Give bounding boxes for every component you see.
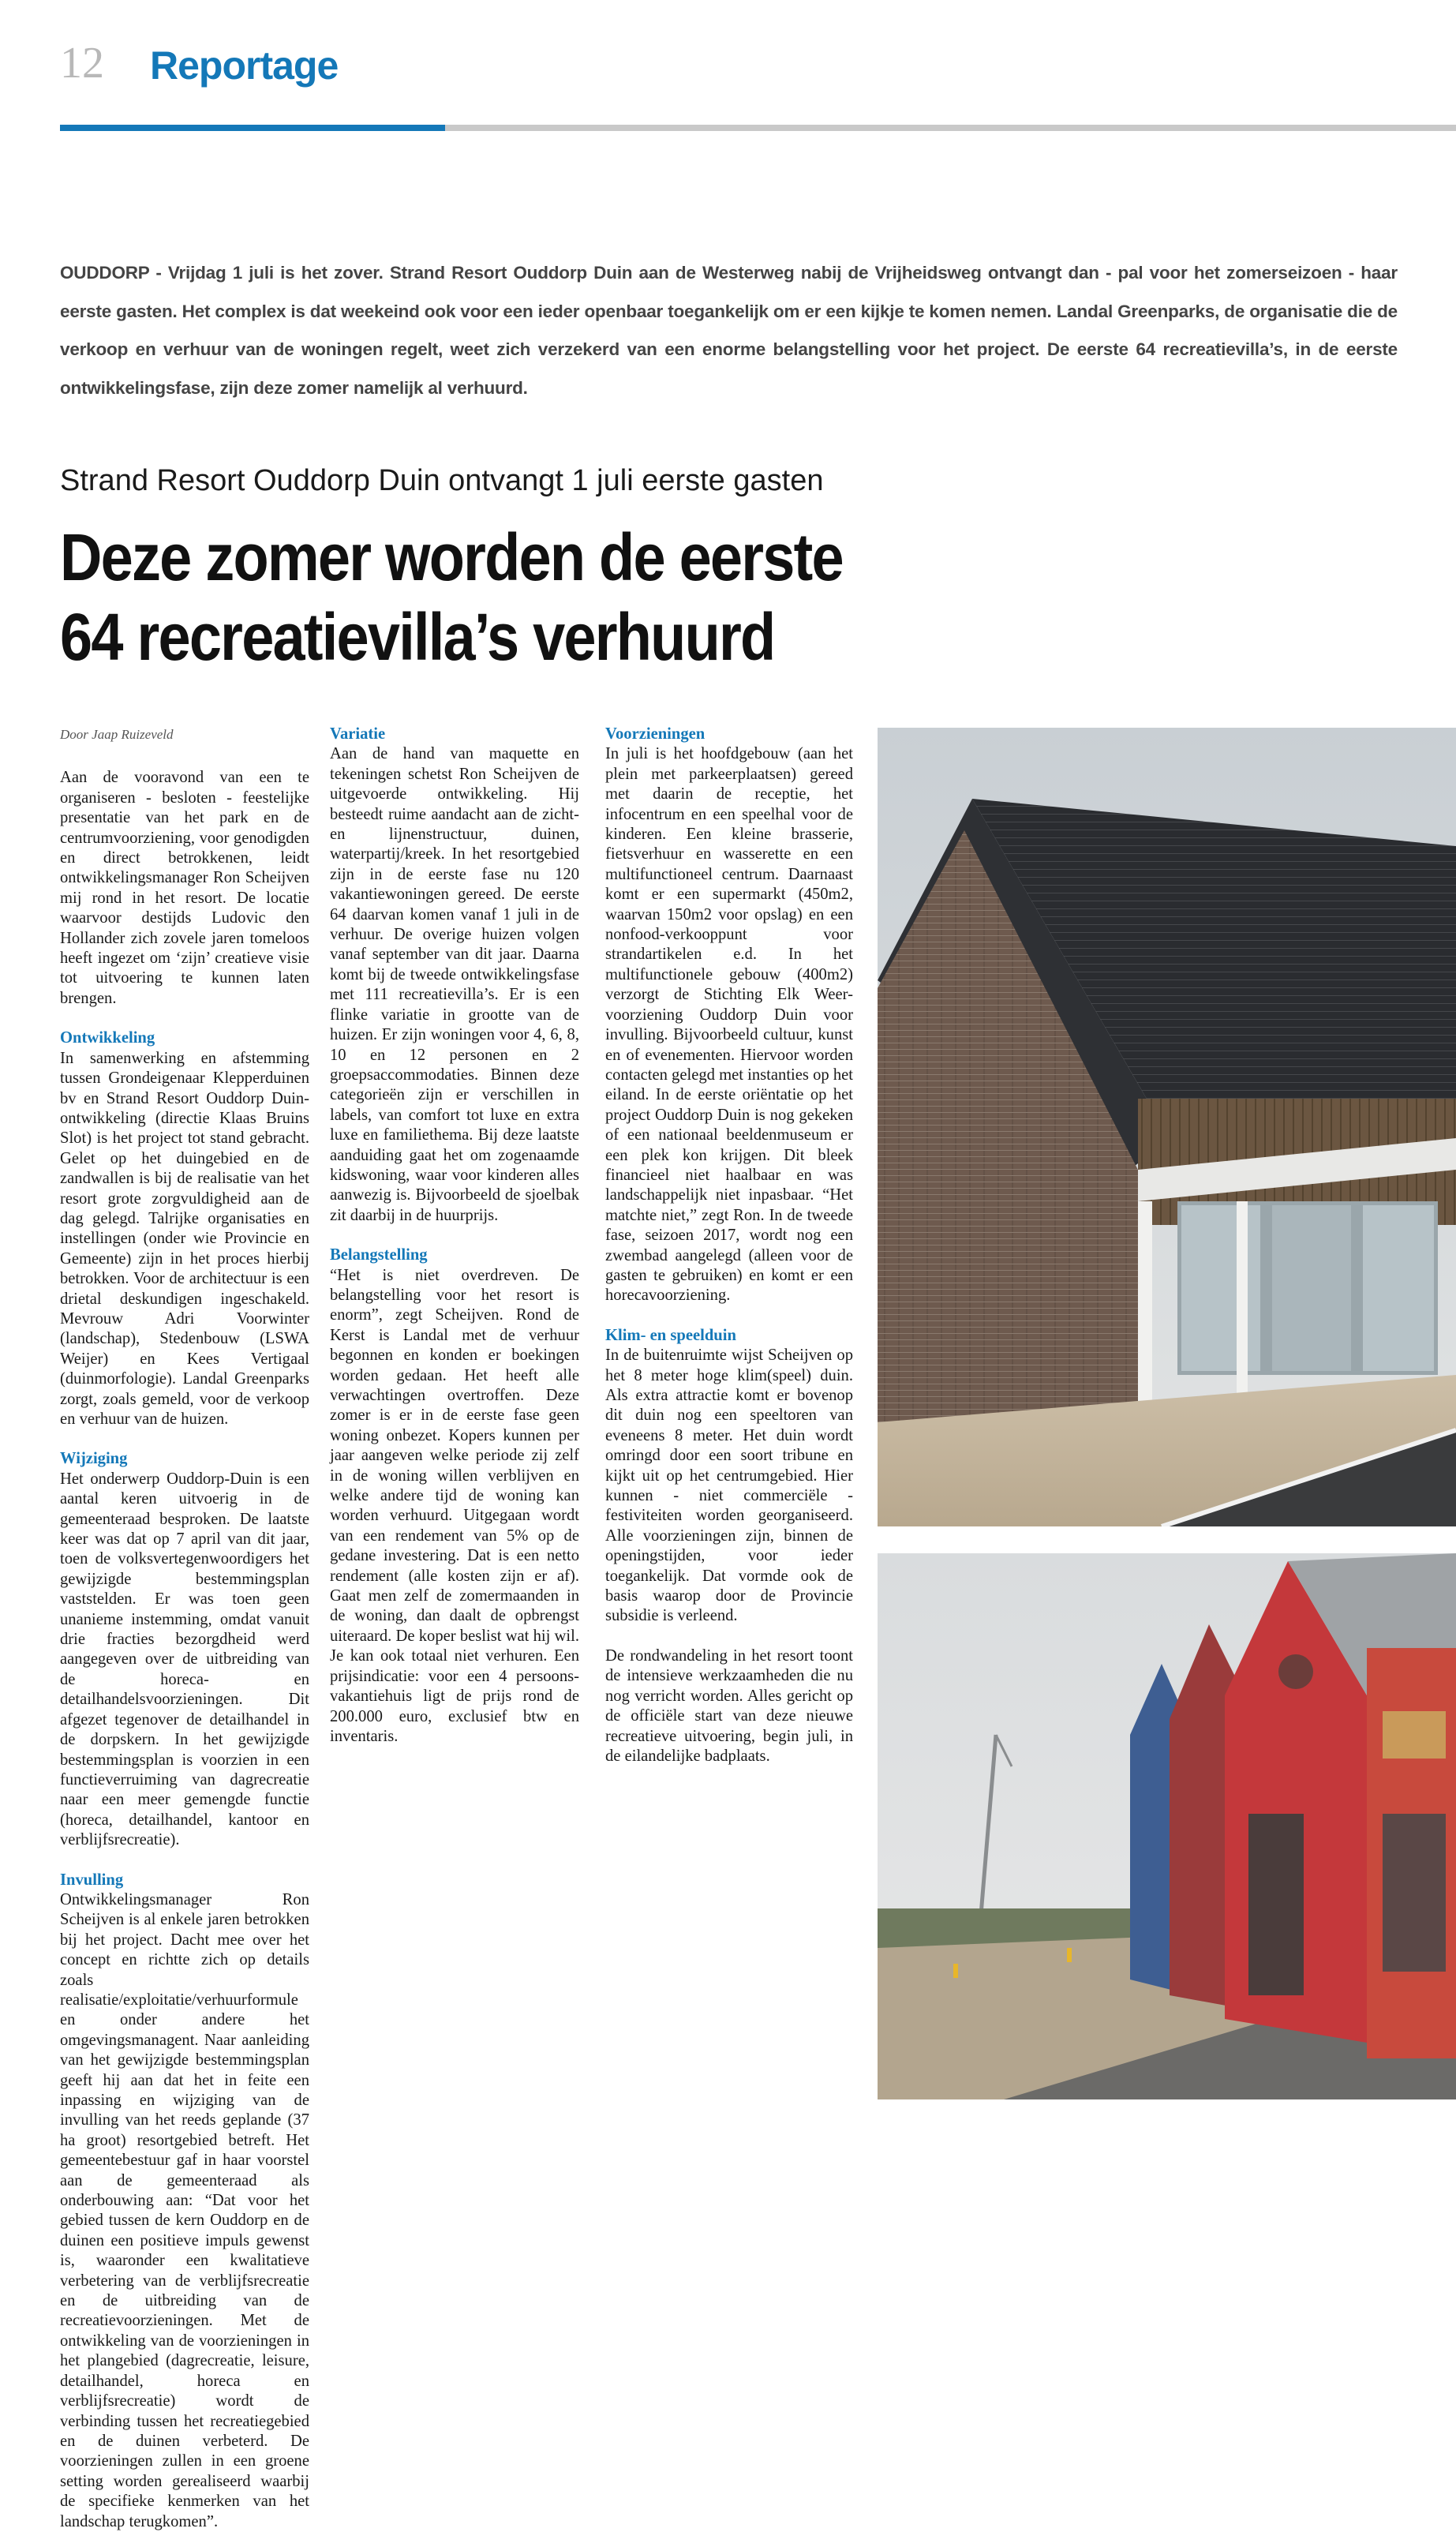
- headline-line-2: 64 recreatievilla’s verhuurd: [60, 600, 775, 674]
- headline-line-1: Deze zomer worden de eerste: [60, 520, 843, 594]
- photo-villa-image: [878, 728, 1456, 1526]
- photo-houses-row: [878, 1553, 1456, 2099]
- article-subtitle: Strand Resort Ouddorp Duin ontvangt 1 juli eerste gasten: [60, 464, 824, 497]
- intro-paragraph: OUDDORP - Vrijdag 1 juli is het zover. Strand Resort Ouddorp Duin aan de Westerweg nabij de Vrijheidsweg ontvangt dan - pal voor het zomerseizoen - haar eerste gasten. Het complex is dat weekeind ook voor een ieder openbaar toegankelijk om er een kijkje te komen nemen. Landal Greenparks, de organisatie die de verkoop en verhuur van de woningen regelt, weet zich verzekerd van een enorme belangstelling voor het project. De eerste 64 recreatievilla’s, in de eerste ontwikkelingsfase, zijn deze zomer namelijk al verhuurd.: [60, 263, 1398, 398]
- photo-villa: [878, 728, 1456, 1526]
- paragraph-klim-speelduin: In de buitenruimte wijst Scheijven op het 8 meter hoge klim(speel) duin. Als extra attractie komt er bovenop dit duin nog een speeltoren van eveneens 8 meter. Het duin wordt omringd door een soort tribune en kijkt uit op het centrumgebied. Hier kunnen - niet commerciële - festiviteiten worden georganiseerd. Alle voorzieningen zijn, binnen de openingstijden, voor ieder toegankelijk. Dat vormde ook de basis waarop door de Provincie subsidie is verleend.: [605, 1347, 853, 1625]
- section-title: Reportage: [150, 43, 339, 88]
- article-column-3: [605, 725, 853, 1766]
- heading-voorzieningen: Voorzieningen: [605, 725, 706, 743]
- paragraph-slot: De rondwandeling in het resort toont de intensieve werkzaamheden die nu nog verricht worden. Alles gericht op de officiële start van deze nieuwe recreatieve uitvoering, begin juli, in de eilandelijke badplaats.: [605, 1646, 853, 1765]
- heading-klim-speelduin: Klim- en speelduin: [605, 1326, 736, 1344]
- heading-invulling: Invulling: [60, 1871, 124, 1889]
- heading-wijziging: Wijziging: [60, 1450, 128, 1468]
- paragraph-ontwikkeling: In samenwerking en afstemming tussen Grondeigenaar Klepperduinen bv en Strand Resort Ouddorp Duin-ontwikkeling (directie Klaas Bruins Slot) is het project tot stand gebracht. Gelet op het duingebied en de zandwallen is bij de realisatie van het resort grote zorgvuldigheid aan de dag gelegd. Talrijke organisaties en instellingen (onder wie Provincie en Gemeente) zijn in het proces hierbij betrokken. Voor de architectuur is een drietal deskundigen ingeschakeld. Mevrouw Adri Voorwinter (landschap), Stedenbouw (LSWA Weijer) en Kees Vertigaal (duinmorfologie). Landal Greenparks zorgt, zoals gemeld, voor de verkoop en verhuur van de huizen.: [60, 1049, 309, 1428]
- photo-houses-image: [878, 1553, 1456, 2099]
- paragraph-voorzieningen: In juli is het hoofdgebouw (aan het plein met parkeerplaatsen) gereed met daarin de receptie, het infocentrum en een speelhal voor de kinderen. Een kleine brasserie, fietsverhuur en wasserette en een multifunctioneel centrum. Daarnaast komt er een supermarkt (450m2, waarvan 150m2 voor opslag) en een nonfood-verkooppunt voor strandartikelen e.d. In het multifunctionele gebouw (400m2) verzorgt de Stichting Elk Weer-voorziening Ouddorp Duin voor invulling. Bijvoorbeeld cultuur, kunst en of evenementen. Hiervoor worden contacten gelegd met instanties op het eiland. In de eerste oriëntatie op het project Ouddorp Duin is nog gekeken of een nationaal beeldenmuseum er een plek kon krijgen. Dit bleek financieel niet haalbaar en was landschappelijk niet inpasbaar. “Het matchte niet,” zegt Ron. In de tweede fase, seizoen 2017, wordt nog een zwembad aangelegd (alleen voor de gasten te gebruiken) en komt er een horecavoorziening.: [605, 745, 853, 1305]
- paragraph-opening: Aan de vooravond van een te organiseren - besloten - feestelijke presentatie van het park en de centrumvoorziening, voor genodigden en direct betrokkenen, leidt ontwikkelingsmanager Ron Scheijven mij rond in het resort. De locatie waarvoor destijds Ludovic den Hollander zich zovele jaren tomeloos heeft ingezet om ‘zijn’ creatieve visie tot uitvoering te kunnen laten brengen.: [60, 769, 309, 1007]
- header-rule-accent: [60, 125, 445, 131]
- article-headline: [60, 518, 1102, 677]
- paragraph-belangstelling: “Het is niet overdreven. De belangstelling voor het resort is enorm”, zegt Scheijven. Rond de Kerst is Landal met de verhuur begonnen en konden er boekingen worden gedaan. Het heeft alle verwachtingen overtroffen. Deze zomer is er in de eerste fase geen woning onbezet. Kopers kunnen per jaar aangeven welke periode zij zelf in de woning willen verblijven en welke andere tijd de woning kan worden verhuurd. Uitgegaan wordt van een rendement van 5% op de gedane investering. Dat is een netto rendement (alle kosten zijn er af). Gaat men zelf de zomermaanden in de woning, dan daalt de opbrengst uiteraard. De koper beslist wat hij wil. Je kan ook totaal niet verhuren. Een prijsindicatie: voor een 4 persoons-vakantiehuis ligt de prijs rond de 200.000 euro, exclusief btw en inventaris.: [330, 1266, 579, 1745]
- paragraph-variatie: Aan de hand van maquette en tekeningen schetst Ron Scheijven de uitgevoerde ontwikkeling. Hij besteedt ruime aandacht aan de zicht- en lijnenstructuur, duinen, waterpartij/kreek. In het resortgebied zijn in de eerste fase nu 120 vakantiewoningen gereed. De eerste 64 daarvan komen vanaf 1 juli in de verhuur. De overige huizen volgen vanaf september van dit jaar. Daarna komt bij de tweede ontwikkelingsfase met 111 recreatievilla’s. Er is een flinke variatie in grootte van de huizen. Er zijn woningen voor 4, 6, 8, 10 en 12 personen en 2 groepsaccommodaties. Binnen deze categorieën zijn er verschillen in labels, van comfort tot luxe en extra luxe en familiethema. Bij deze laatste aanduiding gaat het om zogenaamde kidswoning, waar voor kinderen alles aanwezig is. Bijvoorbeeld de sjoelbak zit daarbij in de huurprijs.: [330, 745, 579, 1224]
- byline: Door Jaap Ruizeveld: [60, 727, 174, 742]
- heading-variatie: Variatie: [330, 725, 386, 743]
- article-column-2: [330, 725, 579, 1747]
- paragraph-wijziging: Het onderwerp Ouddorp-Duin is een aantal keren uitvoerig in de gemeenteraad besproken. De laatste keer was dat op 7 april van dit jaar, toen de volksvertegenwoordigers het gewijzigde bestemmingsplan vaststelden. Er was toen geen unanieme instemming, omdat vanuit drie fracties bezorgdheid werd aangegeven over de uitbreiding van de horeca- en detailhandelsvoorzieningen. Dit afgezet tegenover de detailhandel in de dorpskern. In het gewijzigde bestemmingsplan is voorzien in een functieverruiming van dagrecreatie naar een meer gemengde functie (horeca, detailhandel, kantoor en verblijfsrecreatie).: [60, 1470, 309, 1849]
- heading-belangstelling: Belangstelling: [330, 1246, 428, 1264]
- paragraph-invulling: Ontwikkelingsmanager Ron Scheijven is al enkele jaren betrokken bij het project. Dacht mee over het concept en richtte zich op details zoals realisatie/exploitatie/verhuurformule en onder andere het omgevingsmanagent. Naar aanleiding van het gewijzigde bestemmingsplan geeft hij aan dat het in feite een inpassing en wijziging van de invulling van het reeds geplande (37 ha groot) resortgebied betreft. Het gemeentebestuur gaf in haar voorstel aan de gemeenteraad als onderbouwing aan: “Dat voor het gebied tussen de kern Ouddorp en de duinen een positieve impuls gewenst is, waaronder een kwalitatieve verbetering van de verblijfsrecreatie en de uitbreiding van de recreatievoorzieningen. Met de ontwikkeling van de voorzieningen in het plangebied (dagrecreatie, leisure, detailhandel, horeca en verblijfsrecreatie) wordt de verbinding tussen het recreatiegebied en de duinen verbeterd. De voorzieningen zullen in een groene setting worden gerealiseerd waarbij de specifieke kenmerken van het landschap terugkomen”.: [60, 1890, 309, 2530]
- article-column-1: [60, 725, 309, 2532]
- heading-ontwikkeling: Ontwikkeling: [60, 1029, 155, 1047]
- page-number: 12: [60, 39, 104, 88]
- header-rule: [445, 125, 1456, 131]
